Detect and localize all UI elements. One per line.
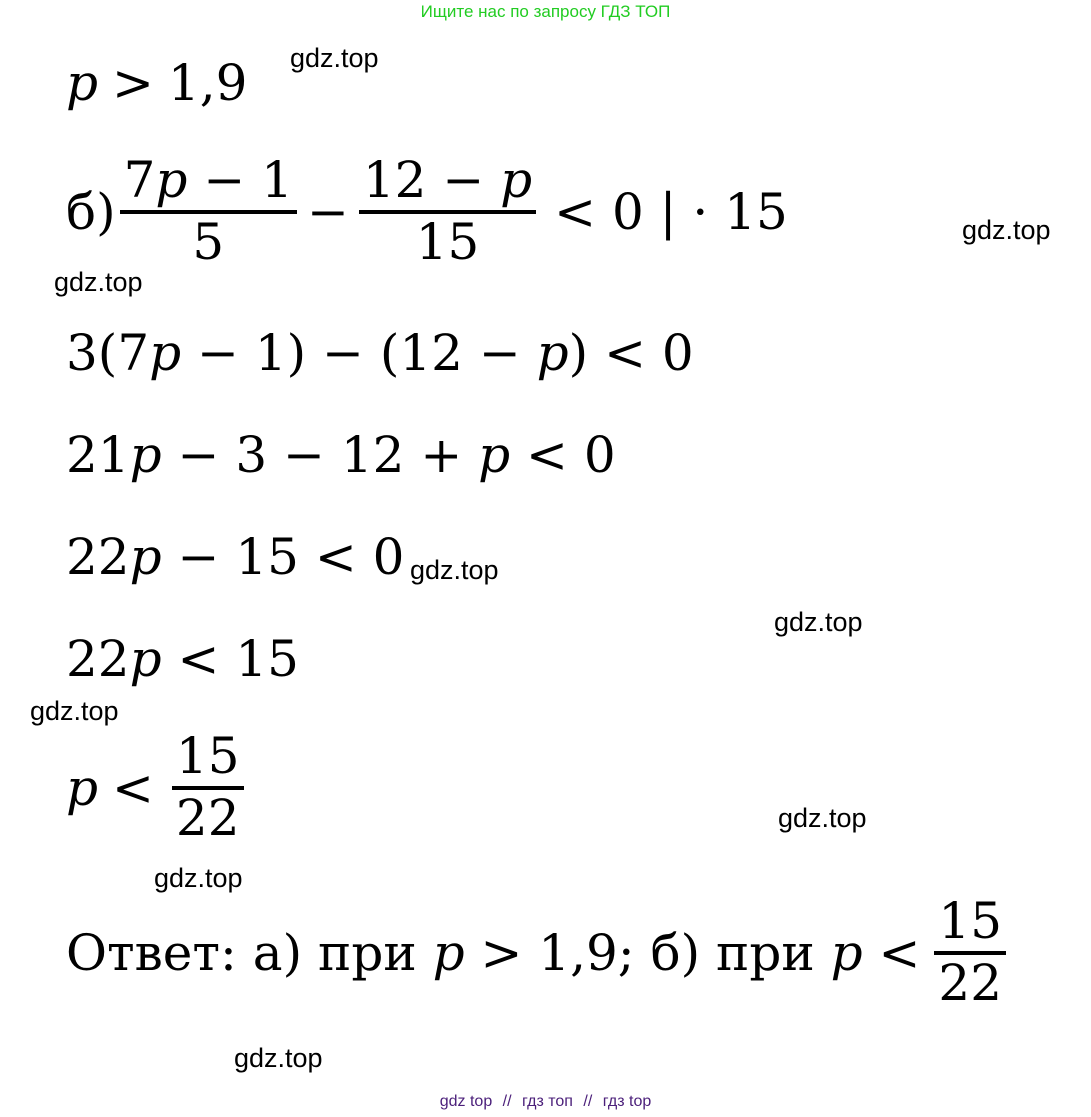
math-text: 22	[66, 528, 130, 586]
footer-link[interactable]: гдз top	[602, 1093, 652, 1110]
answer-text: Ответ: а) при	[66, 923, 433, 982]
watermark: gdz.top	[54, 267, 143, 297]
math-line-1	[66, 54, 248, 112]
variable: p	[149, 324, 182, 382]
item-label: б)	[66, 182, 116, 241]
math-text: − 1) − (12 −	[181, 324, 537, 382]
variable: p	[66, 758, 99, 817]
watermark: gdz.top	[30, 696, 119, 726]
value: 1,9	[167, 54, 248, 112]
math-text: ) < 0	[568, 324, 694, 382]
variable: p	[536, 324, 569, 382]
footer-links	[0, 1093, 1091, 1111]
variable: p	[129, 528, 162, 586]
watermark: gdz.top	[962, 215, 1051, 245]
numerator: 12 − p	[362, 151, 533, 209]
math-line-5	[66, 528, 405, 586]
fraction	[120, 152, 297, 271]
math-text: < 0	[510, 426, 616, 484]
denominator: 15	[415, 212, 480, 271]
variable: p	[129, 630, 162, 688]
numerator: 15	[938, 892, 1003, 950]
variable: p	[432, 923, 465, 982]
variable: p	[478, 426, 511, 484]
variable: p	[830, 923, 863, 982]
watermark: gdz.top	[154, 863, 243, 893]
operator: <	[112, 758, 154, 817]
math-line-4	[66, 426, 616, 484]
numerator: 7p − 1	[123, 151, 293, 209]
denominator: 22	[938, 953, 1003, 1012]
operator: <	[862, 923, 921, 982]
math-line-2	[66, 152, 788, 271]
answer-text: > 1,9; б) при	[464, 923, 831, 982]
math-text: − 3 − 12 +	[161, 426, 479, 484]
math-text: − 15 < 0	[161, 528, 405, 586]
variable: p	[129, 426, 162, 484]
footer-link[interactable]: gdz top	[439, 1093, 493, 1110]
math-line-6	[66, 630, 299, 688]
footer-separator: //	[502, 1093, 512, 1110]
fraction	[359, 152, 536, 271]
operator: −	[306, 182, 349, 241]
inequality-tail: < 0 | · 15	[554, 182, 788, 241]
math-text: 21	[66, 426, 130, 484]
footer-separator: //	[583, 1093, 593, 1110]
top-banner: Ищите нас по запросу ГДЗ ТОП	[420, 2, 671, 21]
answer-line	[66, 893, 1010, 1012]
math-text: < 15	[161, 630, 299, 688]
watermark: gdz.top	[774, 607, 863, 637]
math-line-7	[66, 728, 248, 847]
math-text: 3(7	[66, 324, 150, 382]
footer-link[interactable]: гдз топ	[522, 1093, 573, 1110]
math-line-3	[66, 324, 694, 382]
denominator: 5	[192, 212, 225, 271]
math-text: 22	[66, 630, 130, 688]
watermark: gdz.top	[234, 1043, 323, 1073]
variable: p	[66, 54, 99, 112]
numerator: 15	[175, 727, 240, 785]
fraction	[172, 728, 244, 847]
fraction	[934, 893, 1006, 1012]
watermark: gdz.top	[778, 803, 867, 833]
watermark: gdz.top	[410, 555, 499, 585]
watermark: gdz.top	[290, 43, 379, 73]
operator: >	[112, 54, 154, 112]
denominator: 22	[175, 788, 240, 847]
